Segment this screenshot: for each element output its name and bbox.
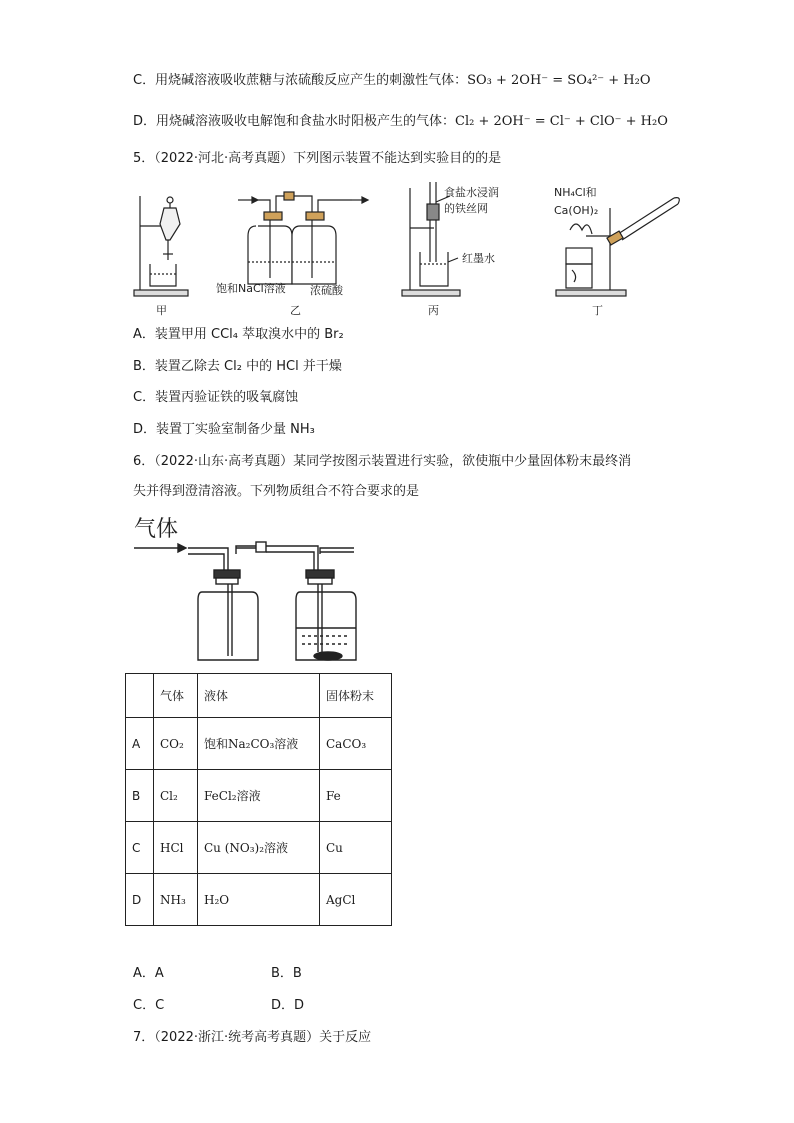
table-cell: AgCl (320, 874, 392, 926)
label-nh4cl: NH₄Cl和 (554, 186, 597, 199)
apparatus-jia (134, 196, 188, 296)
q4-option-d-text: D．用烧碱溶液吸收电解饱和食盐水时阳极产生的气体： (133, 114, 456, 129)
q5-option-a: A．装置甲用 CCl₄ 萃取溴水中的 Br₂ (133, 327, 344, 342)
table-cell: NH₃ (154, 874, 198, 926)
apparatus-bing (402, 182, 460, 296)
table-cell: H₂O (198, 874, 320, 926)
table-cell: HCl (154, 822, 198, 874)
table-row (126, 874, 392, 926)
q4-option-d (133, 113, 668, 131)
q5-option-c: C．装置丙验证铁的吸氧腐蚀 (133, 390, 299, 405)
table-cell: Cu (NO₃)₂溶液 (198, 822, 320, 874)
q6-apparatus-figure (132, 510, 372, 670)
label-salt-wire-2: 的铁丝网 (444, 202, 488, 215)
label-bing: 丙 (428, 304, 439, 317)
table-cell: A (126, 718, 154, 770)
q6-stem-line2: 失并得到澄清溶液。下列物质组合不符合要求的是 (133, 484, 420, 499)
q4-option-d-equation: Cl₂ + 2OH⁻ = Cl⁻ + ClO⁻ + H₂O (455, 114, 668, 129)
table-row (126, 770, 392, 822)
label-red-ink: 红墨水 (462, 252, 495, 265)
q6-stem-line1: 6．（2022·山东·高考真题）某同学按图示装置进行实验，欲使瓶中少量固体粉末最终消 (133, 454, 632, 469)
label-h2so4: 浓硫酸 (310, 284, 343, 297)
table-cell: CO₂ (154, 718, 198, 770)
table-row (126, 822, 392, 874)
q4-option-c-equation: SO₃ + 2OH⁻ = SO₄²⁻ + H₂O (467, 73, 651, 88)
table-cell: Cl₂ (154, 770, 198, 822)
label-caoh2: Ca(OH)₂ (554, 204, 599, 217)
label-jia: 甲 (156, 304, 167, 317)
apparatus-yi (238, 192, 368, 284)
q6-answer-c: C．C (133, 998, 165, 1013)
label-salt-wire-1: 食盐水浸润 (444, 186, 499, 199)
table-cell: CaCO₃ (320, 718, 392, 770)
q5-option-b: B．装置乙除去 Cl₂ 中的 HCl 并干燥 (133, 359, 342, 374)
q5-option-d: D．装置丁实验室制备少量 NH₃ (133, 422, 315, 437)
q5-apparatus-figure (130, 178, 690, 318)
q6-answer-d: D．D (271, 998, 305, 1013)
table-cell: FeCl₂溶液 (198, 770, 320, 822)
label-nacl: 饱和NaCl溶液 (216, 282, 286, 295)
table-cell: B (126, 770, 154, 822)
table-row (126, 718, 392, 770)
q6-answer-a: A．A (133, 966, 164, 981)
q7-stem: 7．（2022·浙江·统考高考真题）关于反应 (133, 1030, 372, 1045)
label-yi: 乙 (290, 304, 301, 317)
table-header-cell: 气体 (154, 674, 198, 718)
table-cell: 饱和Na₂CO₃溶液 (198, 718, 320, 770)
table-header-cell (126, 674, 154, 718)
table-cell: C (126, 822, 154, 874)
table-cell: Cu (320, 822, 392, 874)
q4-option-c (133, 72, 651, 90)
q5-stem: 5．（2022·河北·高考真题）下列图示装置不能达到实验目的的是 (133, 151, 502, 166)
label-ding: 丁 (592, 304, 603, 317)
table-cell: Fe (320, 770, 392, 822)
label-gas: 气体 (134, 517, 179, 542)
table-header-row (126, 674, 392, 718)
table-header-cell: 固体粉末 (320, 674, 392, 718)
q6-answer-b: B．B (271, 966, 302, 981)
q4-option-c-text: C．用烧碱溶液吸收蔗糖与浓硫酸反应产生的刺激性气体： (133, 73, 468, 88)
table-cell: D (126, 874, 154, 926)
table-header-cell: 液体 (198, 674, 320, 718)
q6-table (125, 673, 392, 926)
